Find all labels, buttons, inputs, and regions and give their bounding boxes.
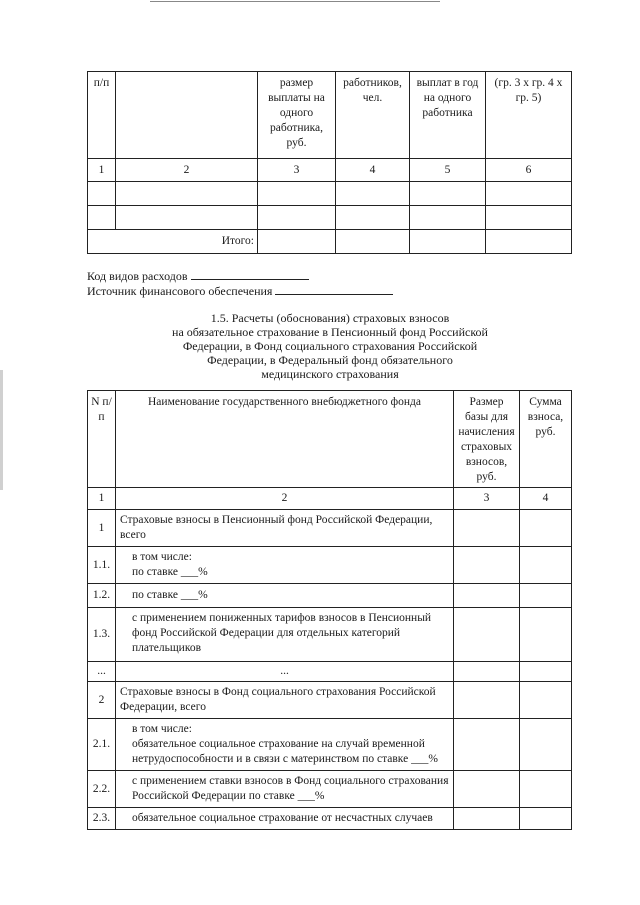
row-name: ... bbox=[116, 662, 454, 682]
row-number: 1.1. bbox=[88, 547, 116, 584]
row-number: 2.1. bbox=[88, 719, 116, 771]
column-number: 2 bbox=[116, 159, 258, 182]
base-cell bbox=[454, 808, 520, 830]
section-title bbox=[160, 311, 500, 381]
expense-code-blank bbox=[191, 268, 309, 280]
column-number-row bbox=[88, 159, 572, 182]
row-name bbox=[116, 547, 454, 584]
scan-top-line bbox=[150, 1, 440, 2]
table-header-row bbox=[88, 72, 572, 159]
row-name: с применением ставки взносов в Фонд социального страхования Российской Федерации по ставке ___% bbox=[116, 771, 454, 808]
funding-source-label: Источник финансового обеспечения bbox=[87, 284, 273, 298]
title-line: на обязательное страхование в Пенсионный фонд Российской bbox=[172, 325, 488, 339]
base-cell bbox=[454, 682, 520, 719]
sum-cell bbox=[520, 719, 572, 771]
column-number: 3 bbox=[258, 159, 336, 182]
table-row bbox=[88, 808, 572, 830]
header-num: N п/п bbox=[88, 391, 116, 488]
column-number: 6 bbox=[486, 159, 572, 182]
table-row bbox=[88, 182, 572, 206]
table-row bbox=[88, 584, 572, 608]
expense-code-label: Код видов расходов bbox=[87, 269, 188, 283]
title-line: Федерации, в Федеральный фонд обязательного bbox=[207, 353, 453, 367]
column-number: 5 bbox=[410, 159, 486, 182]
empty-cell bbox=[486, 230, 572, 254]
header-sum: Сумма взноса, руб. bbox=[520, 391, 572, 488]
row-name-line: в том числе: bbox=[132, 723, 192, 735]
row-name: Страховые взносы в Пенсионный фонд Российской Федерации, всего bbox=[116, 510, 454, 547]
empty-cell bbox=[88, 206, 116, 230]
empty-cell bbox=[258, 182, 336, 206]
row-number: 1.2. bbox=[88, 584, 116, 608]
sum-cell bbox=[520, 547, 572, 584]
row-name: Страховые взносы в Фонд социального страхования Российской Федерации, всего bbox=[116, 682, 454, 719]
header-cell: п/п bbox=[88, 72, 116, 159]
table-header-row bbox=[88, 391, 572, 488]
column-number: 3 bbox=[454, 488, 520, 510]
header-cell: выплат в год на одного работника bbox=[410, 72, 486, 159]
empty-cell bbox=[336, 182, 410, 206]
payments-table bbox=[87, 71, 572, 254]
row-name: по ставке ___% bbox=[116, 584, 454, 608]
base-cell bbox=[454, 584, 520, 608]
table-row bbox=[88, 682, 572, 719]
empty-cell bbox=[258, 230, 336, 254]
row-number: 2 bbox=[88, 682, 116, 719]
header-cell: работников, чел. bbox=[336, 72, 410, 159]
base-cell bbox=[454, 547, 520, 584]
row-number: 1 bbox=[88, 510, 116, 547]
base-cell bbox=[454, 771, 520, 808]
empty-cell bbox=[116, 182, 258, 206]
total-label: Итого: bbox=[88, 230, 258, 254]
base-cell bbox=[454, 719, 520, 771]
empty-cell bbox=[410, 230, 486, 254]
header-cell: (гр. 3 х гр. 4 х гр. 5) bbox=[486, 72, 572, 159]
row-name: обязательное социальное страхование от несчастных случаев bbox=[116, 808, 454, 830]
sum-cell bbox=[520, 771, 572, 808]
row-name-line: обязательное социальное страхование на случай временной нетрудоспособности и в связи с материнством по ставке ___% bbox=[132, 738, 438, 765]
empty-cell bbox=[336, 206, 410, 230]
empty-cell bbox=[486, 182, 572, 206]
sum-cell bbox=[520, 662, 572, 682]
header-cell bbox=[116, 72, 258, 159]
table-row bbox=[88, 608, 572, 662]
empty-cell bbox=[410, 182, 486, 206]
total-row bbox=[88, 230, 572, 254]
table-row bbox=[88, 771, 572, 808]
funding-source-field bbox=[87, 283, 393, 298]
row-number: ... bbox=[88, 662, 116, 682]
insurance-contributions-table bbox=[87, 390, 572, 830]
empty-cell bbox=[116, 206, 258, 230]
sum-cell bbox=[520, 608, 572, 662]
base-cell bbox=[454, 510, 520, 547]
sum-cell bbox=[520, 510, 572, 547]
column-number: 1 bbox=[88, 159, 116, 182]
table-row bbox=[88, 206, 572, 230]
row-name: с применением пониженных тарифов взносов в Пенсионный фонд Российской Федерации для отдельных категорий плательщиков bbox=[116, 608, 454, 662]
column-number-row bbox=[88, 488, 572, 510]
base-cell bbox=[454, 662, 520, 682]
empty-cell bbox=[410, 206, 486, 230]
header-fund-name: Наименование государственного внебюджетного фонда bbox=[116, 391, 454, 488]
column-number: 4 bbox=[520, 488, 572, 510]
sum-cell bbox=[520, 682, 572, 719]
empty-cell bbox=[258, 206, 336, 230]
column-number: 2 bbox=[116, 488, 454, 510]
column-number: 1 bbox=[88, 488, 116, 510]
base-cell bbox=[454, 608, 520, 662]
empty-cell bbox=[336, 230, 410, 254]
row-number: 1.3. bbox=[88, 608, 116, 662]
title-line: Федерации, в Фонд социального страхования Российской bbox=[182, 339, 478, 353]
row-name-line: по ставке ___% bbox=[132, 566, 208, 578]
row-number: 2.3. bbox=[88, 808, 116, 830]
table-row bbox=[88, 719, 572, 771]
table-row bbox=[88, 662, 572, 682]
header-base: Размер базы для начисления страховых взносов, руб. bbox=[454, 391, 520, 488]
empty-cell bbox=[88, 182, 116, 206]
row-number: 2.2. bbox=[88, 771, 116, 808]
title-line: медицинского страхования bbox=[261, 367, 399, 381]
sum-cell bbox=[520, 584, 572, 608]
column-number: 4 bbox=[336, 159, 410, 182]
header-cell: размер выплаты на одного работника, руб. bbox=[258, 72, 336, 159]
table-row bbox=[88, 510, 572, 547]
sum-cell bbox=[520, 808, 572, 830]
table-row bbox=[88, 547, 572, 584]
title-line: 1.5. Расчеты (обоснования) страховых взносов bbox=[210, 311, 450, 325]
row-name-line: в том числе: bbox=[132, 551, 192, 563]
row-name bbox=[116, 719, 454, 771]
empty-cell bbox=[486, 206, 572, 230]
expense-code-field bbox=[87, 268, 309, 283]
scan-edge-mark bbox=[0, 370, 3, 490]
funding-source-blank bbox=[275, 283, 393, 295]
